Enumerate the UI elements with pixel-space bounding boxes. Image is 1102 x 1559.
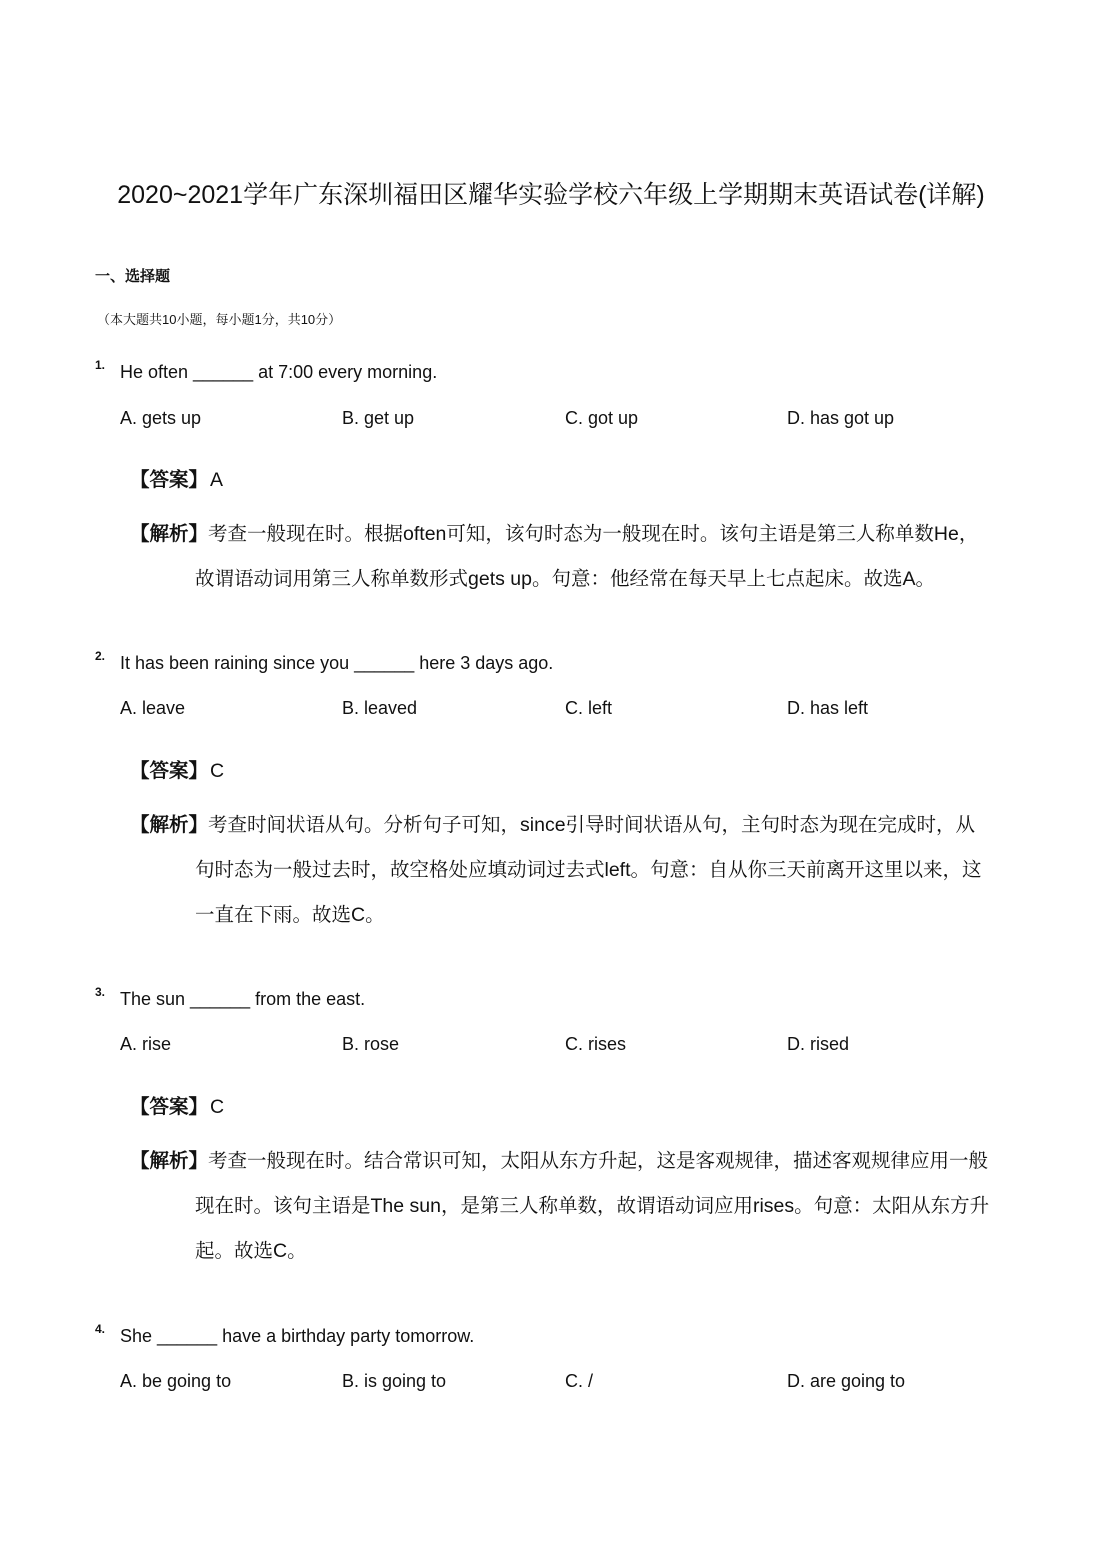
option-c: C. got up <box>565 408 639 428</box>
option-b: B. leaved <box>342 698 418 718</box>
option-c: C. left <box>565 698 613 718</box>
analysis-text: 考查时间状语从句。分析句子可知，since引导时间状语从句，主句时态为现在完成时，从 <box>208 814 976 836</box>
analysis-line: 起。故选C。 <box>195 1240 307 1262</box>
option-a: A. gets up <box>120 408 202 428</box>
section-note: （本大题共10小题，每小题1分，共10分） <box>97 312 342 327</box>
analysis-block <box>130 512 978 602</box>
answer-label: 【答案】 <box>130 469 209 491</box>
question-text: The sun ______ from the east. <box>120 989 366 1009</box>
question-text: She ______ have a birthday party tomorrow. <box>120 1326 475 1346</box>
option-b: B. get up <box>342 408 415 428</box>
option-b: B. is going to <box>342 1371 447 1391</box>
answer-label: 【答案】 <box>130 1096 209 1118</box>
answer-value: A <box>210 469 224 491</box>
analysis-block <box>130 1139 989 1274</box>
question-number: 3. <box>95 985 106 999</box>
analysis-block <box>130 803 982 938</box>
option-a: A. rise <box>120 1034 172 1054</box>
analysis-label: 【解析】 <box>130 523 209 545</box>
analysis-line: 句时态为一般过去时，故空格处应填动词过去式left。句意：自从你三天前离开这里以来，这 <box>195 859 982 881</box>
question-text: He often ______ at 7:00 every morning. <box>120 362 438 382</box>
exam-title: 2020~2021学年广东深圳福田区耀华实验学校六年级上学期期末英语试卷(详解) <box>117 181 985 209</box>
analysis-line <box>130 512 978 557</box>
analysis-line: 现在时。该句主语是The sun，是第三人称单数，故谓语动词应用rises。句意：太阳从东方升 <box>195 1195 990 1217</box>
option-c: C. / <box>565 1371 594 1391</box>
question-number: 2. <box>95 649 106 663</box>
option-d: D. has left <box>787 698 869 718</box>
option-a: A. be going to <box>120 1371 232 1391</box>
question-number: 1. <box>95 358 106 372</box>
answer-row <box>130 467 223 493</box>
analysis-label: 【解析】 <box>130 1150 209 1172</box>
question-number: 4. <box>95 1322 106 1336</box>
section-heading: 一、选择题 <box>95 268 171 285</box>
option-c: C. rises <box>565 1034 627 1054</box>
answer-value: C <box>210 1096 225 1118</box>
analysis-line: 一直在下雨。故选C。 <box>195 904 385 926</box>
analysis-text: 考查一般现在时。根据often可知，该句时态为一般现在时。该句主语是第三人称单数He， <box>208 523 979 545</box>
analysis-line <box>130 803 982 848</box>
analysis-label: 【解析】 <box>130 814 209 836</box>
answer-label: 【答案】 <box>130 760 209 782</box>
option-d: D. has got up <box>787 408 895 428</box>
question-text: It has been raining since you ______ here 3 days ago. <box>120 653 554 673</box>
analysis-text: 考查一般现在时。结合常识可知，太阳从东方升起，这是客观规律，描述客观规律应用一般 <box>208 1150 989 1172</box>
option-d: D. rised <box>787 1034 850 1054</box>
analysis-line <box>130 1139 989 1184</box>
answer-row <box>130 1094 224 1120</box>
option-b: B. rose <box>342 1034 400 1054</box>
answer-row <box>130 758 224 784</box>
analysis-line: 故谓语动词用第三人称单数形式gets up。句意：他经常在每天早上七点起床。故选A。 <box>195 568 935 590</box>
option-a: A. leave <box>120 698 186 718</box>
answer-value: C <box>210 760 225 782</box>
option-d: D. are going to <box>787 1371 906 1391</box>
